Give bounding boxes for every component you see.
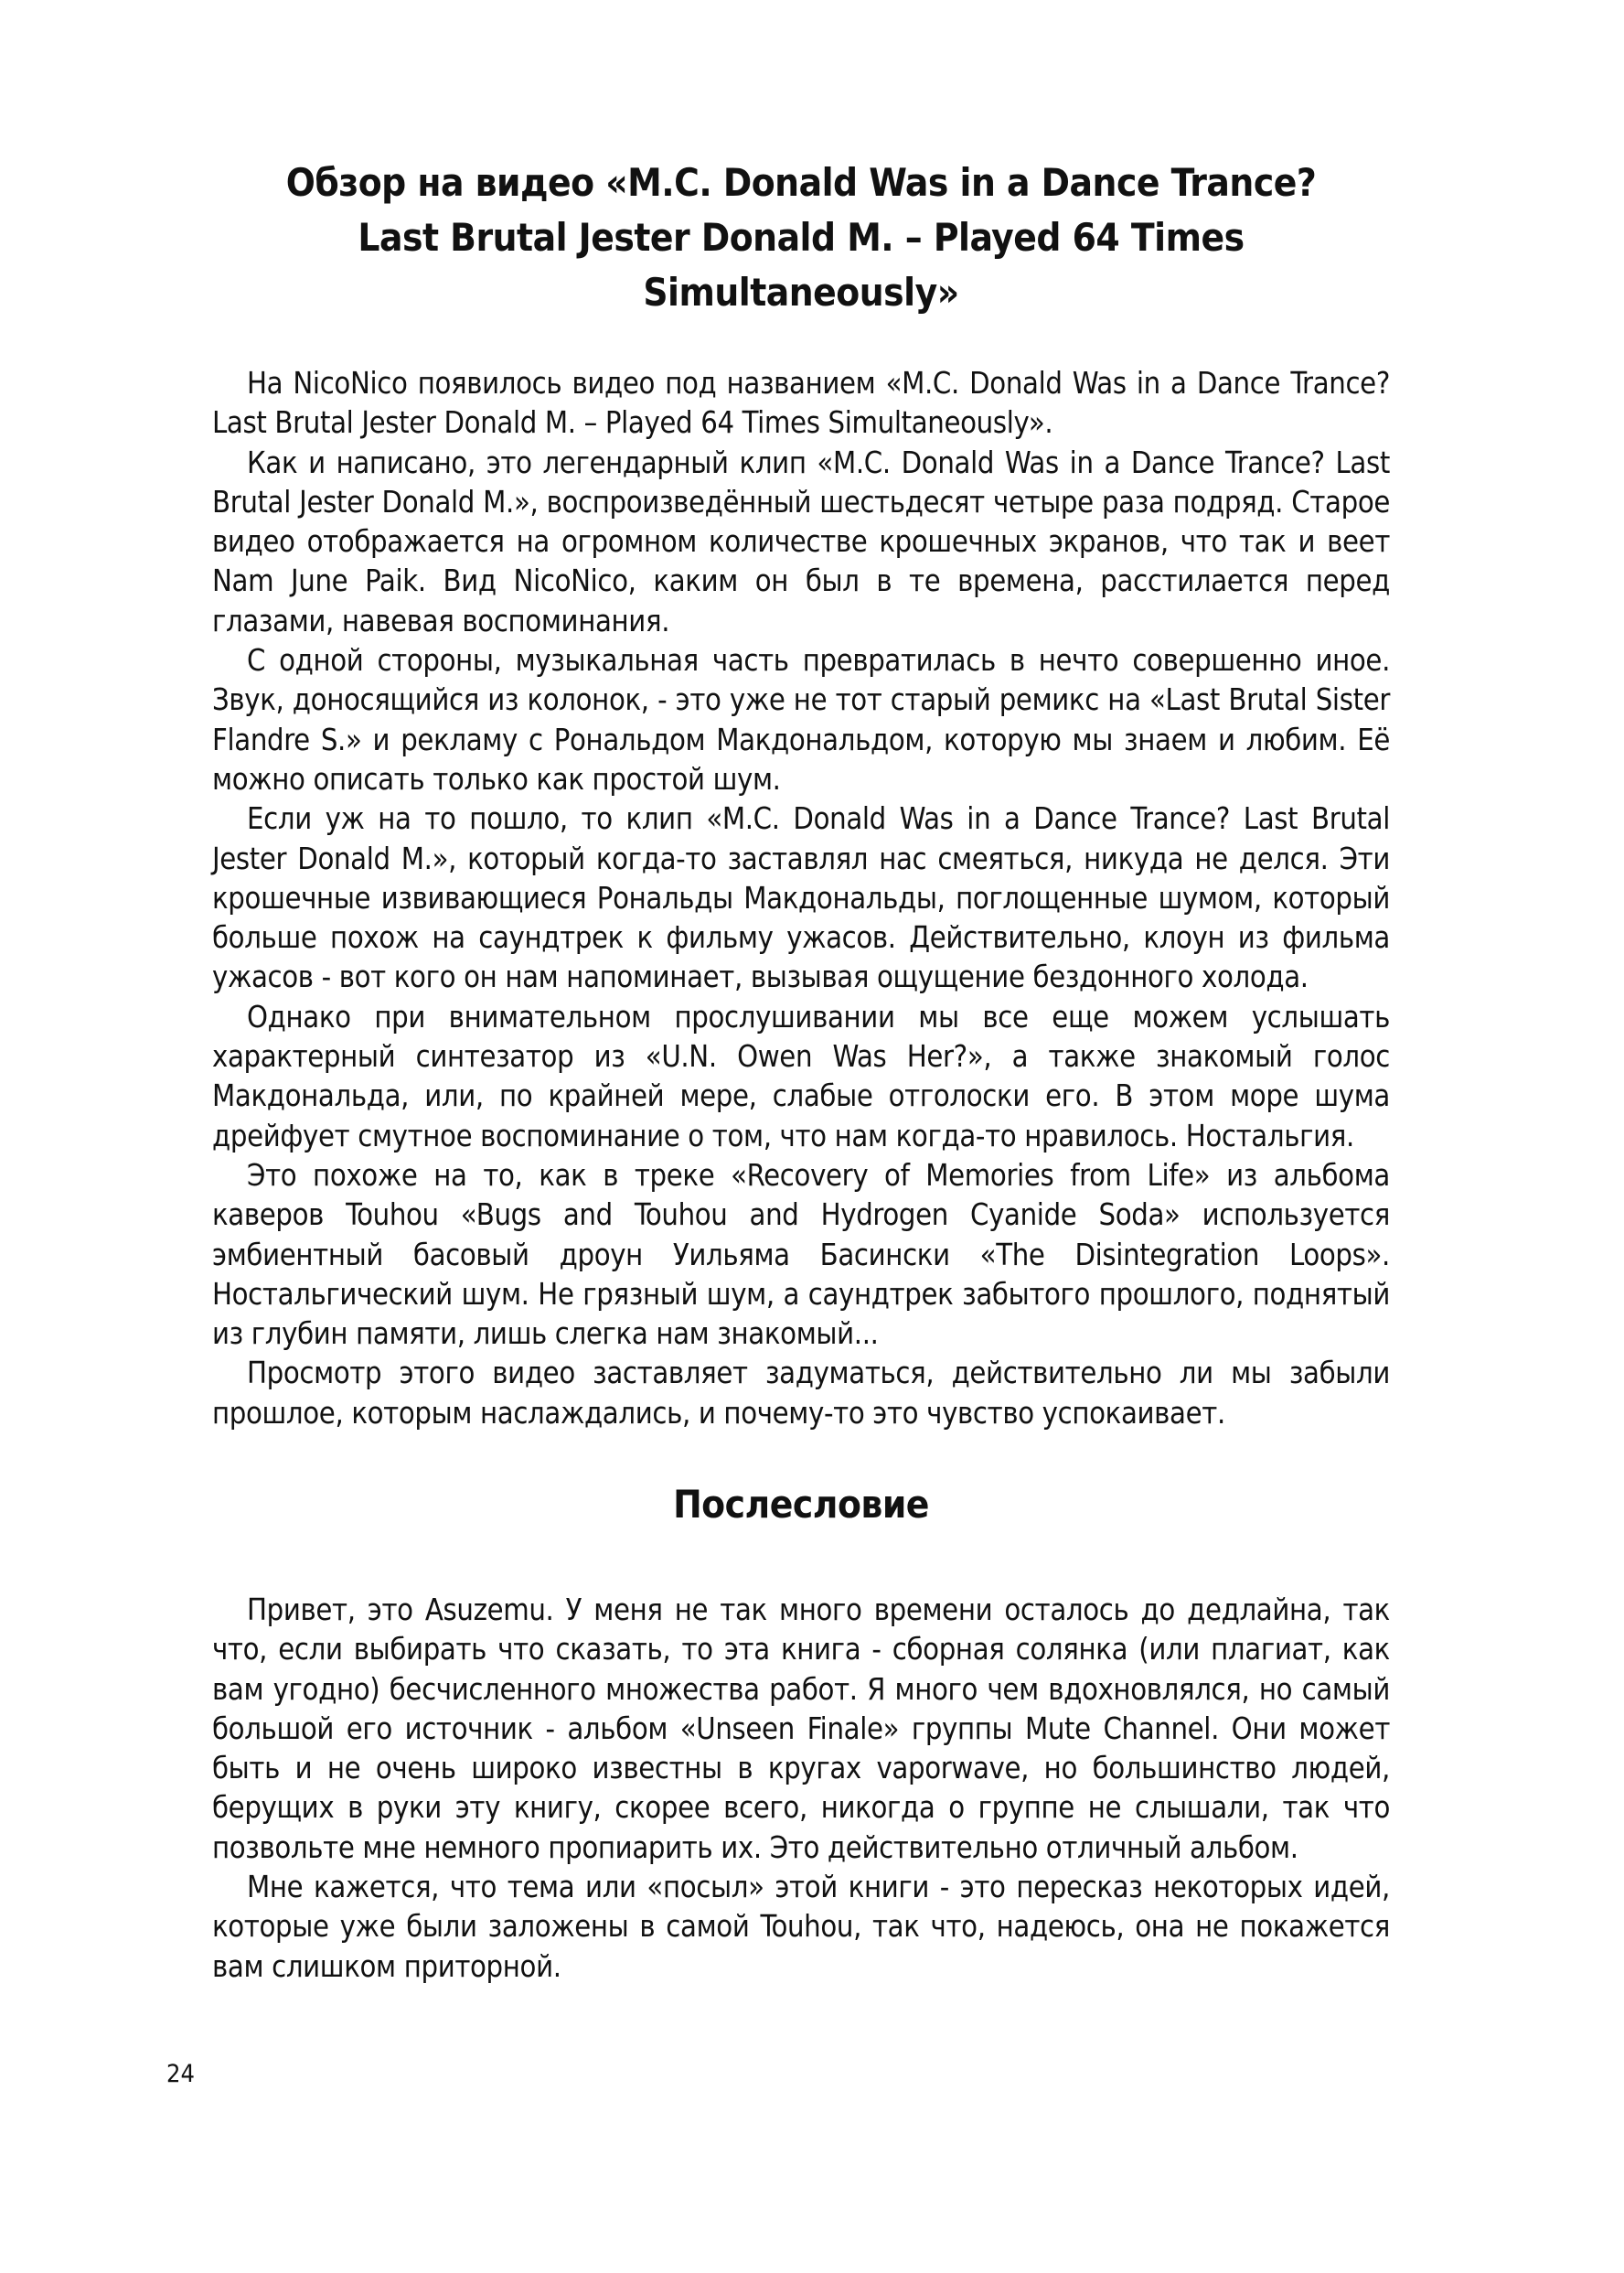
review-title	[212, 155, 1390, 320]
review-section	[212, 155, 1390, 1433]
afterword-body	[212, 1591, 1390, 1987]
review-paragraph-5: Однако при внимательном прослушивании мы все еще можем услышать характерный синтезатор из «U.N. Owen Was Her?», а также знакомый голос Макдональда, или, по крайней мере, слабые отголоски его. В этом море шума дрейфует смутное воспоминание о том, что нам когда-то нравилось. Ностальгия.	[212, 999, 1390, 1153]
afterword-title: Послесловие	[673, 1482, 929, 1527]
afterword-paragraph-1: Привет, это Asuzemu. У меня не так много времени осталось до дедлайна, так что, если выбирать что сказать, то эта книга - сборная солянка (или плагиат, как вам угодно) бесчисленного множества работ. Я много чем вдохновлялся, но самый большой его источник - альбом «Unseen Finale» группы Mute Channel. Они может быть и не очень широко известны в кругах vaporwave, но большинство людей, берущих в руки эту книгу, скорее всего, никогда о группе не слышали, так что позвольте мне немного пропиарить их. Это действительно отличный альбом.	[212, 1592, 1390, 1865]
review-paragraph-6: Это похоже на то, как в треке «Recovery of Memories from Life» из альбома каверов Touhou «Bugs and Touhou and Hydrogen Cyanide Soda» используется эмбиентный басовый дроун Уильяма Басински «The Disintegration Loops». Ностальгический шум. Не грязный шум, а саундтрек забытого прошлого, поднятый из глубин памяти, лишь слегка нам знакомый...	[212, 1157, 1390, 1352]
afterword-section	[212, 1477, 1390, 1987]
review-title-line-1: Обзор на видео «M.C. Donald Was in a Dance Trance?	[285, 160, 1317, 205]
page-number: 24	[166, 2060, 195, 2088]
review-paragraph-1: На NicoNico появилось видео под названием «M.C. Donald Was in a Dance Trance? Last Brutal Jester Donald M. – Played 64 Times Simultaneously».	[212, 366, 1390, 441]
review-paragraph-3: С одной стороны, музыкальная часть превратилась в нечто совершенно иное. Звук, доносящийся из колонок, - это уже не тот старый ремикс на «Last Brutal Sister Flandre S.» и рекламу с Рональдом Макдональдом, которую мы знаем и любим. Её можно описать только как простой шум.	[212, 643, 1390, 797]
review-paragraph-4: Если уж на то пошло, то клип «M.C. Donald Was in a Dance Trance? Last Brutal Jester Donald M.», который когда-то заставлял нас смеяться, никуда не делся. Эти крошечные извивающиеся Рональды Макдональды, поглощенные шумом, который больше похож на саундтрек к фильму ужасов. Действительно, клоун из фильма ужасов - вот кого он нам напоминает, вызывая ощущение бездонного холода.	[212, 801, 1390, 995]
review-body	[212, 364, 1390, 1433]
review-title-line-2: Last Brutal Jester Donald M. – Played 64 Times Simultaneously»	[358, 215, 1245, 315]
review-paragraph-2: Как и написано, это легендарный клип «M.C. Donald Was in a Dance Trance? Last Brutal Jester Donald M.», воспроизведённый шестьдесят четыре раза подряд. Старое видео отображается на огромном количестве крошечных экранов, что так и веет Nam June Paik. Вид NicoNico, каким он был в те времена, расстилается перед глазами, навевая воспоминания.	[212, 445, 1390, 638]
afterword-paragraph-2: Мне кажется, что тема или «посыл» этой книги - это пересказ некоторых идей, которые уже были заложены в самой Touhou, так что, надеюсь, она не покажется вам слишком приторной.	[212, 1870, 1390, 1984]
review-paragraph-7: Просмотр этого видео заставляет задуматься, действительно ли мы забыли прошлое, которым наслаждались, и почему-то это чувство успокаивает.	[212, 1356, 1390, 1431]
